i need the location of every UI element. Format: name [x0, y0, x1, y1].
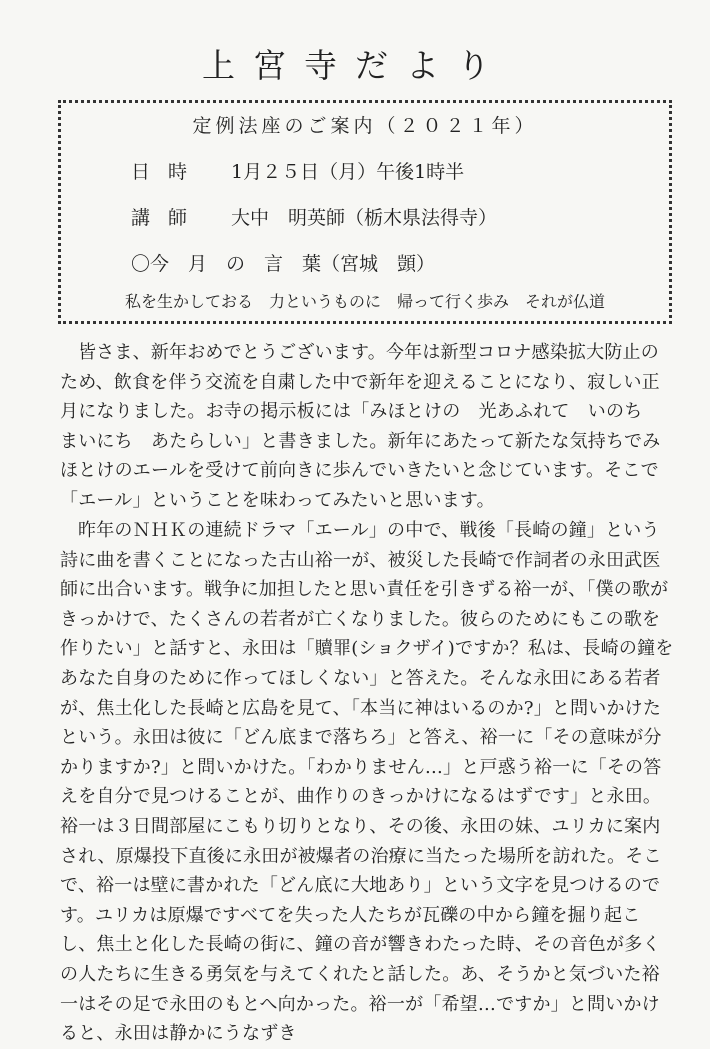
newsletter-title: 上宮寺だより: [202, 46, 508, 85]
monthly-word-quote: 私を生かしておる 力というものに 帰って行く歩み それが仏道: [124, 292, 605, 311]
date-value: 1月２５日（月）午後1時半: [231, 161, 465, 183]
paragraph-story: 昨年のＮＨＫの連続ドラマ「エール」の中で、戦後「長崎の鐘」という詩に曲を書くことになった古山裕一が、被災した長崎で作詞者の永田武医師に出合います。戦争に加担したと思い責任を引きずる裕一が、「僕の歌がきっかけで、たくさんの若者が亡くなりました。彼らのためにもこの歌を作りたい」と話すと、永田は「贖罪(ショクザイ)ですか？私は、長崎の鐘をあなた自身のために作ってほしくない」と答えた。そんな永田にある若者が、焦土化した長崎と広島を見て、「本当に神はいるのか?」と問いかけたという。永田は彼に「どん底まで落ちろ」と答え、裕一に「その意味が分かりますか?」と問いかけた。「わかりません…」と戸惑う裕一に「その答えを自分で見つけることが、曲作りのきっかけになるはずです」と永田。裕一は３日間部屋にこもり切りとなり、その後、永田の妹、ユリカに案内され、原爆投下直後に永田が被爆者の治療に当たった場所を訪れた。そこで、裕一は壁に書かれた「どん底に大地あり」という文字を見つけるのです。ユリカは原爆ですべてを失った人たちが瓦礫の中から鐘を掘り起こし、焦土と化した長崎の街に、鐘の音が響きわたった時、その音色が多くの人たちに生きる勇気を与えてくれたと話した。あ、そうかと気づいた裕一はその足で永田のもとへ向かった。裕一が「希望…ですか」と問いかけると、永田は静かにうなずき: [60, 520, 674, 1045]
lecturer-label: 講師: [131, 207, 206, 229]
date-label: 日時: [131, 161, 206, 183]
notice-heading: 定例法座のご案内（２０２１年）: [192, 115, 538, 137]
monthly-word-label: 〇今 月 の 言 葉（宮城 顗）: [131, 253, 436, 275]
notice-box: [58, 100, 672, 324]
lecturer-value: 大中 明英師（栃木県法得寺）: [231, 207, 498, 229]
paragraph-greeting: 皆さま、新年おめでとうございます。今年は新型コロナ感染拡大防止のため、飲食を伴う交流を自粛した中で新年を迎えることになり、寂しい正月になりました。お寺の掲示板には「みほとけの 光あふれて いのち まいにち あたらしい」と書きました。新年にあたって新たな気持ちでみほとけのエールを受けて前向きに歩んでいきたいと念じています。そこで「エール」ということを味わってみたいと思います。: [60, 342, 661, 511]
